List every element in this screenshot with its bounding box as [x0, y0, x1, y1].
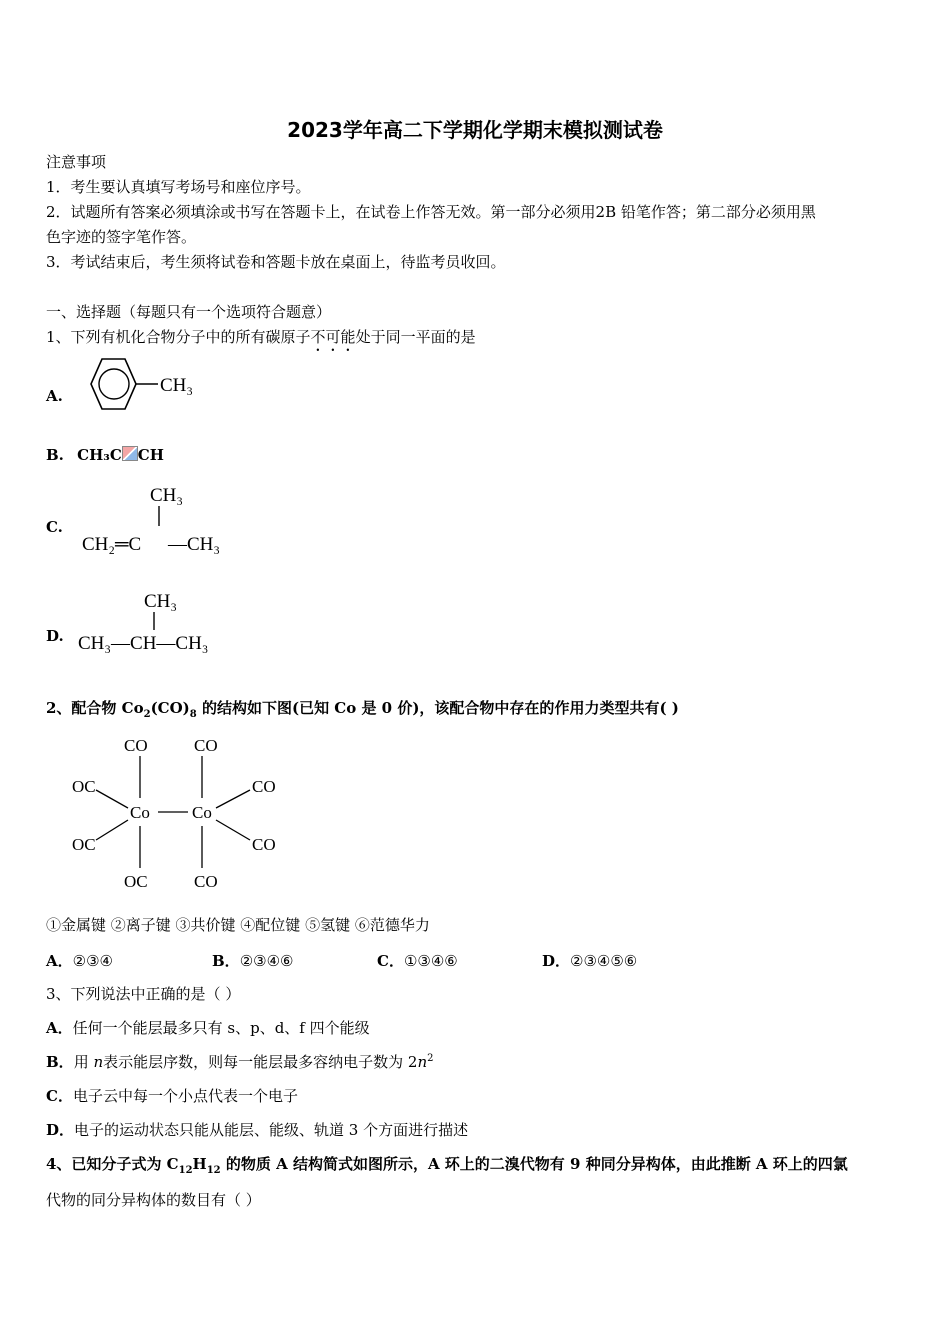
q2-subscript: 2	[143, 709, 151, 720]
q2-option-c[interactable]	[377, 950, 458, 971]
q2-option-label: B．	[212, 952, 240, 970]
ligand-oc: OC	[124, 872, 148, 891]
q3-stem: 3、下列说法中正确的是（ ）	[46, 985, 241, 1003]
q1-stem	[46, 327, 476, 355]
ligand-co: CO	[124, 736, 148, 755]
q3-option-text: 表示能层序数，则每一能层最多容纳电子数为 2	[103, 1053, 418, 1071]
ligand-co: CO	[252, 777, 276, 796]
q3-option-label: C．	[46, 1087, 73, 1105]
q1-option-b	[46, 446, 164, 464]
q3-option-text: 任何一个能层最多只有 s、p、d、f 四个能级	[72, 1019, 370, 1037]
q1-option-b-label: B.	[46, 446, 64, 464]
d-main-chain: CH₃—CH—CH₃	[78, 633, 209, 654]
q3-option-c[interactable]	[46, 1085, 298, 1106]
q3-variable-n: n	[417, 1053, 428, 1071]
notice-item-2-cont: 色字迹的签字笔作答。	[46, 228, 197, 246]
q3-superscript: 2	[427, 1053, 434, 1064]
q2-subscript: 8	[189, 709, 197, 720]
q2-option-label: A．	[46, 952, 73, 970]
q2-option-text: ①③④⑥	[403, 952, 458, 970]
metal-atom: Co	[130, 803, 150, 822]
q2-stem	[46, 698, 679, 725]
q3-option-d[interactable]	[46, 1119, 468, 1140]
q2-option-text: ②③④⑥	[239, 952, 294, 970]
q1-option-c-label: C.	[46, 518, 63, 536]
q1-stem-suffix: 处于同一平面的是	[355, 328, 476, 346]
q2-option-text: ②③④	[72, 952, 113, 970]
c-right-group: —CH₃	[168, 534, 221, 555]
q4-stem-line1	[46, 1154, 848, 1181]
ligand-oc: OC	[72, 777, 96, 796]
notice-item-3: 3．考试结束后，考生须将试卷和答题卡放在桌面上，待监考员收回。	[46, 253, 506, 271]
ligand-oc: OC	[72, 835, 96, 854]
methyl-group: CH₃	[160, 375, 194, 396]
section-heading: 一、选择题（每题只有一个选项符合题意）	[46, 303, 332, 321]
co2-co8-structure	[66, 732, 286, 892]
isobutene-structure	[78, 480, 248, 560]
ligand-co: CO	[194, 872, 218, 891]
q4-subscript: 12	[206, 1165, 221, 1176]
q3-option-text: 用	[73, 1053, 94, 1071]
q2-force-types: ①金属键 ②离子键 ③共价键 ④配位键 ⑤氢键 ⑥范德华力	[46, 916, 430, 934]
c-left-group: CH₂═C	[82, 534, 142, 555]
q3-option-label: D．	[46, 1121, 75, 1139]
q1-option-d-label: D.	[46, 627, 64, 645]
page-title: 2023学年高二下学期化学期末模拟测试卷	[287, 118, 663, 142]
broken-glyph-icon	[122, 446, 138, 461]
q4-stem-part: 4、已知分子式为 C	[46, 1155, 179, 1173]
q2-option-label: C．	[377, 952, 404, 970]
q2-option-text: ②③④⑤⑥	[570, 952, 638, 970]
q3-option-text: 电子云中每一个小点代表一个电子	[72, 1087, 298, 1105]
aromatic-circle	[99, 369, 129, 399]
q3-option-text: 电子的运动状态只能从能层、能级、轨道 3 个方面进行描述	[74, 1121, 469, 1139]
notice-item-1: 1．考生要认真填写考场号和座位序号。	[46, 178, 311, 196]
metal-atom: Co	[192, 803, 212, 822]
q3-variable-n: n	[93, 1053, 104, 1071]
d-top-methyl: CH₃	[144, 591, 178, 612]
c-top-methyl: CH₃	[150, 485, 184, 506]
q3-option-label: A．	[46, 1019, 73, 1037]
q2-option-b[interactable]	[212, 950, 293, 971]
toluene-structure	[74, 354, 214, 414]
q1-option-a-label: A.	[46, 387, 63, 405]
q2-stem-part: 的结构如下图(已知 Co 是 0 价)，该配合物中存在的作用力类型共有( )	[196, 699, 679, 717]
q2-stem-part: (CO)	[150, 699, 190, 717]
bond-lines	[96, 756, 250, 868]
q2-stem-part: 2、配合物 Co	[46, 699, 144, 717]
q1-option-b-right: CH	[137, 446, 164, 464]
q2-option-label: D．	[542, 952, 571, 970]
q4-stem-line2: 代物的同分异构体的数目有（ ）	[46, 1191, 261, 1209]
q1-stem-prefix: 1、下列有机化合物分子中的所有碳原子	[46, 328, 311, 346]
q4-stem-part: 的物质 A 结构简式如图所示，A 环上的二溴代物有 9 种同分异构体，由此推断 A 环上的四氯	[220, 1155, 848, 1173]
q3-option-a[interactable]	[46, 1017, 370, 1038]
q1-option-b-left: CH₃C	[77, 446, 122, 464]
q1-stem-emphasis: 不可能	[310, 328, 356, 346]
ligand-co: CO	[252, 835, 276, 854]
q2-option-a[interactable]	[46, 950, 113, 971]
notice-item-2: 2．试题所有答案必须填涂或书写在答题卡上，在试卷上作答无效。第一部分必须用2B 铅笔作答；第二部分必须用黑	[46, 203, 816, 221]
q3-option-b[interactable]	[46, 1051, 434, 1072]
q3-option-label: B．	[46, 1053, 74, 1071]
q4-stem-part: H	[192, 1155, 207, 1173]
isobutane-structure	[74, 586, 254, 656]
ligand-co: CO	[194, 736, 218, 755]
q2-option-d[interactable]	[542, 950, 637, 971]
q4-subscript: 12	[178, 1165, 193, 1176]
notice-heading: 注意事项	[46, 153, 107, 171]
